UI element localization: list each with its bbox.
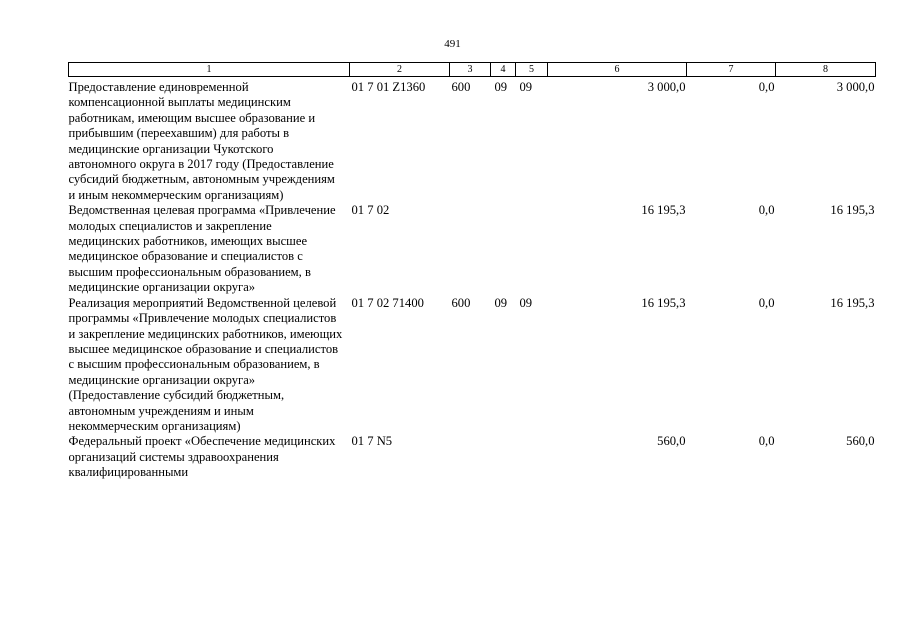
header-row	[69, 63, 876, 77]
header-cell-6: 6	[548, 63, 687, 77]
table-row	[69, 434, 876, 480]
row-name: Федеральный проект «Обеспечение медицинских организаций системы здравоохранения квалифицированными	[68, 434, 336, 480]
row-col-4: 09	[494, 295, 508, 310]
row-code: 01 7 02	[351, 203, 390, 218]
row-col-5	[516, 203, 548, 295]
row-col-6: 16 195,3	[641, 295, 686, 310]
row-col-5	[516, 434, 548, 480]
table-row	[69, 203, 876, 295]
row-col-7: 0,0	[758, 434, 775, 449]
row-col-5: 09	[519, 80, 533, 94]
header-cell-7: 7	[687, 63, 776, 77]
row-col-6: 3 000,0	[647, 80, 686, 94]
header-cell-8: 8	[776, 63, 876, 77]
row-col-3	[450, 203, 491, 295]
page-number: 491	[444, 38, 461, 50]
row-col-8: 3 000,0	[836, 80, 875, 94]
row-col-6: 560,0	[657, 434, 686, 449]
row-name: Предоставление единовременной компенсационной выплаты медицинским работникам, имеющим высшее образование и прибывшим (переехавшим) для работы в медицинские организации Чукотского автономного округа в 2017 году (Предоставление субсидий бюджетным, автономным учреждениям и иным некоммерческим организациям)	[68, 80, 335, 202]
row-col-7: 0,0	[758, 80, 775, 94]
row-col-8: 560,0	[846, 434, 875, 449]
row-col-7: 0,0	[758, 295, 775, 310]
header-cell-1: 1	[69, 63, 350, 77]
budget-table	[68, 62, 876, 481]
row-col-3	[450, 434, 491, 480]
header-cell-5: 5	[516, 63, 548, 77]
row-col-5: 09	[519, 295, 533, 310]
row-code: 01 7 01 Z1360	[351, 80, 426, 94]
table-row	[69, 296, 876, 435]
row-col-4	[491, 203, 516, 295]
row-col-6: 16 195,3	[641, 203, 686, 218]
row-col-8: 16 195,3	[830, 203, 875, 218]
header-cell-2: 2	[350, 63, 450, 77]
header-cell-3: 3	[450, 63, 491, 77]
row-code: 01 7 N5	[351, 434, 393, 449]
row-name: Реализация мероприятий Ведомственной целевой программы «Привлечение молодых специалистов и закрепление медицинских работников, имеющих высшее медицинское образование и специалистов с высшим профессиональным образованием, в медицинские организации округа» (Предоставление субсидий бюджетным, автономным учреждениям и иным некоммерческим организациям)	[68, 295, 343, 433]
row-col-8: 16 195,3	[830, 295, 875, 310]
row-name: Ведомственная целевая программа «Привлечение молодых специалистов и закрепление медицинских работников, имеющих высшее медицинское образование и специалистов с высшим профессиональным образованием, в медицинские организации округа»	[68, 203, 336, 295]
header-cell-4: 4	[491, 63, 516, 77]
row-code: 01 7 02 71400	[351, 295, 424, 310]
row-col-7: 0,0	[758, 203, 775, 218]
row-col-3: 600	[451, 80, 471, 94]
table-row	[69, 77, 876, 204]
row-col-4: 09	[494, 80, 508, 94]
row-col-3: 600	[451, 295, 471, 310]
row-col-4	[491, 434, 516, 480]
